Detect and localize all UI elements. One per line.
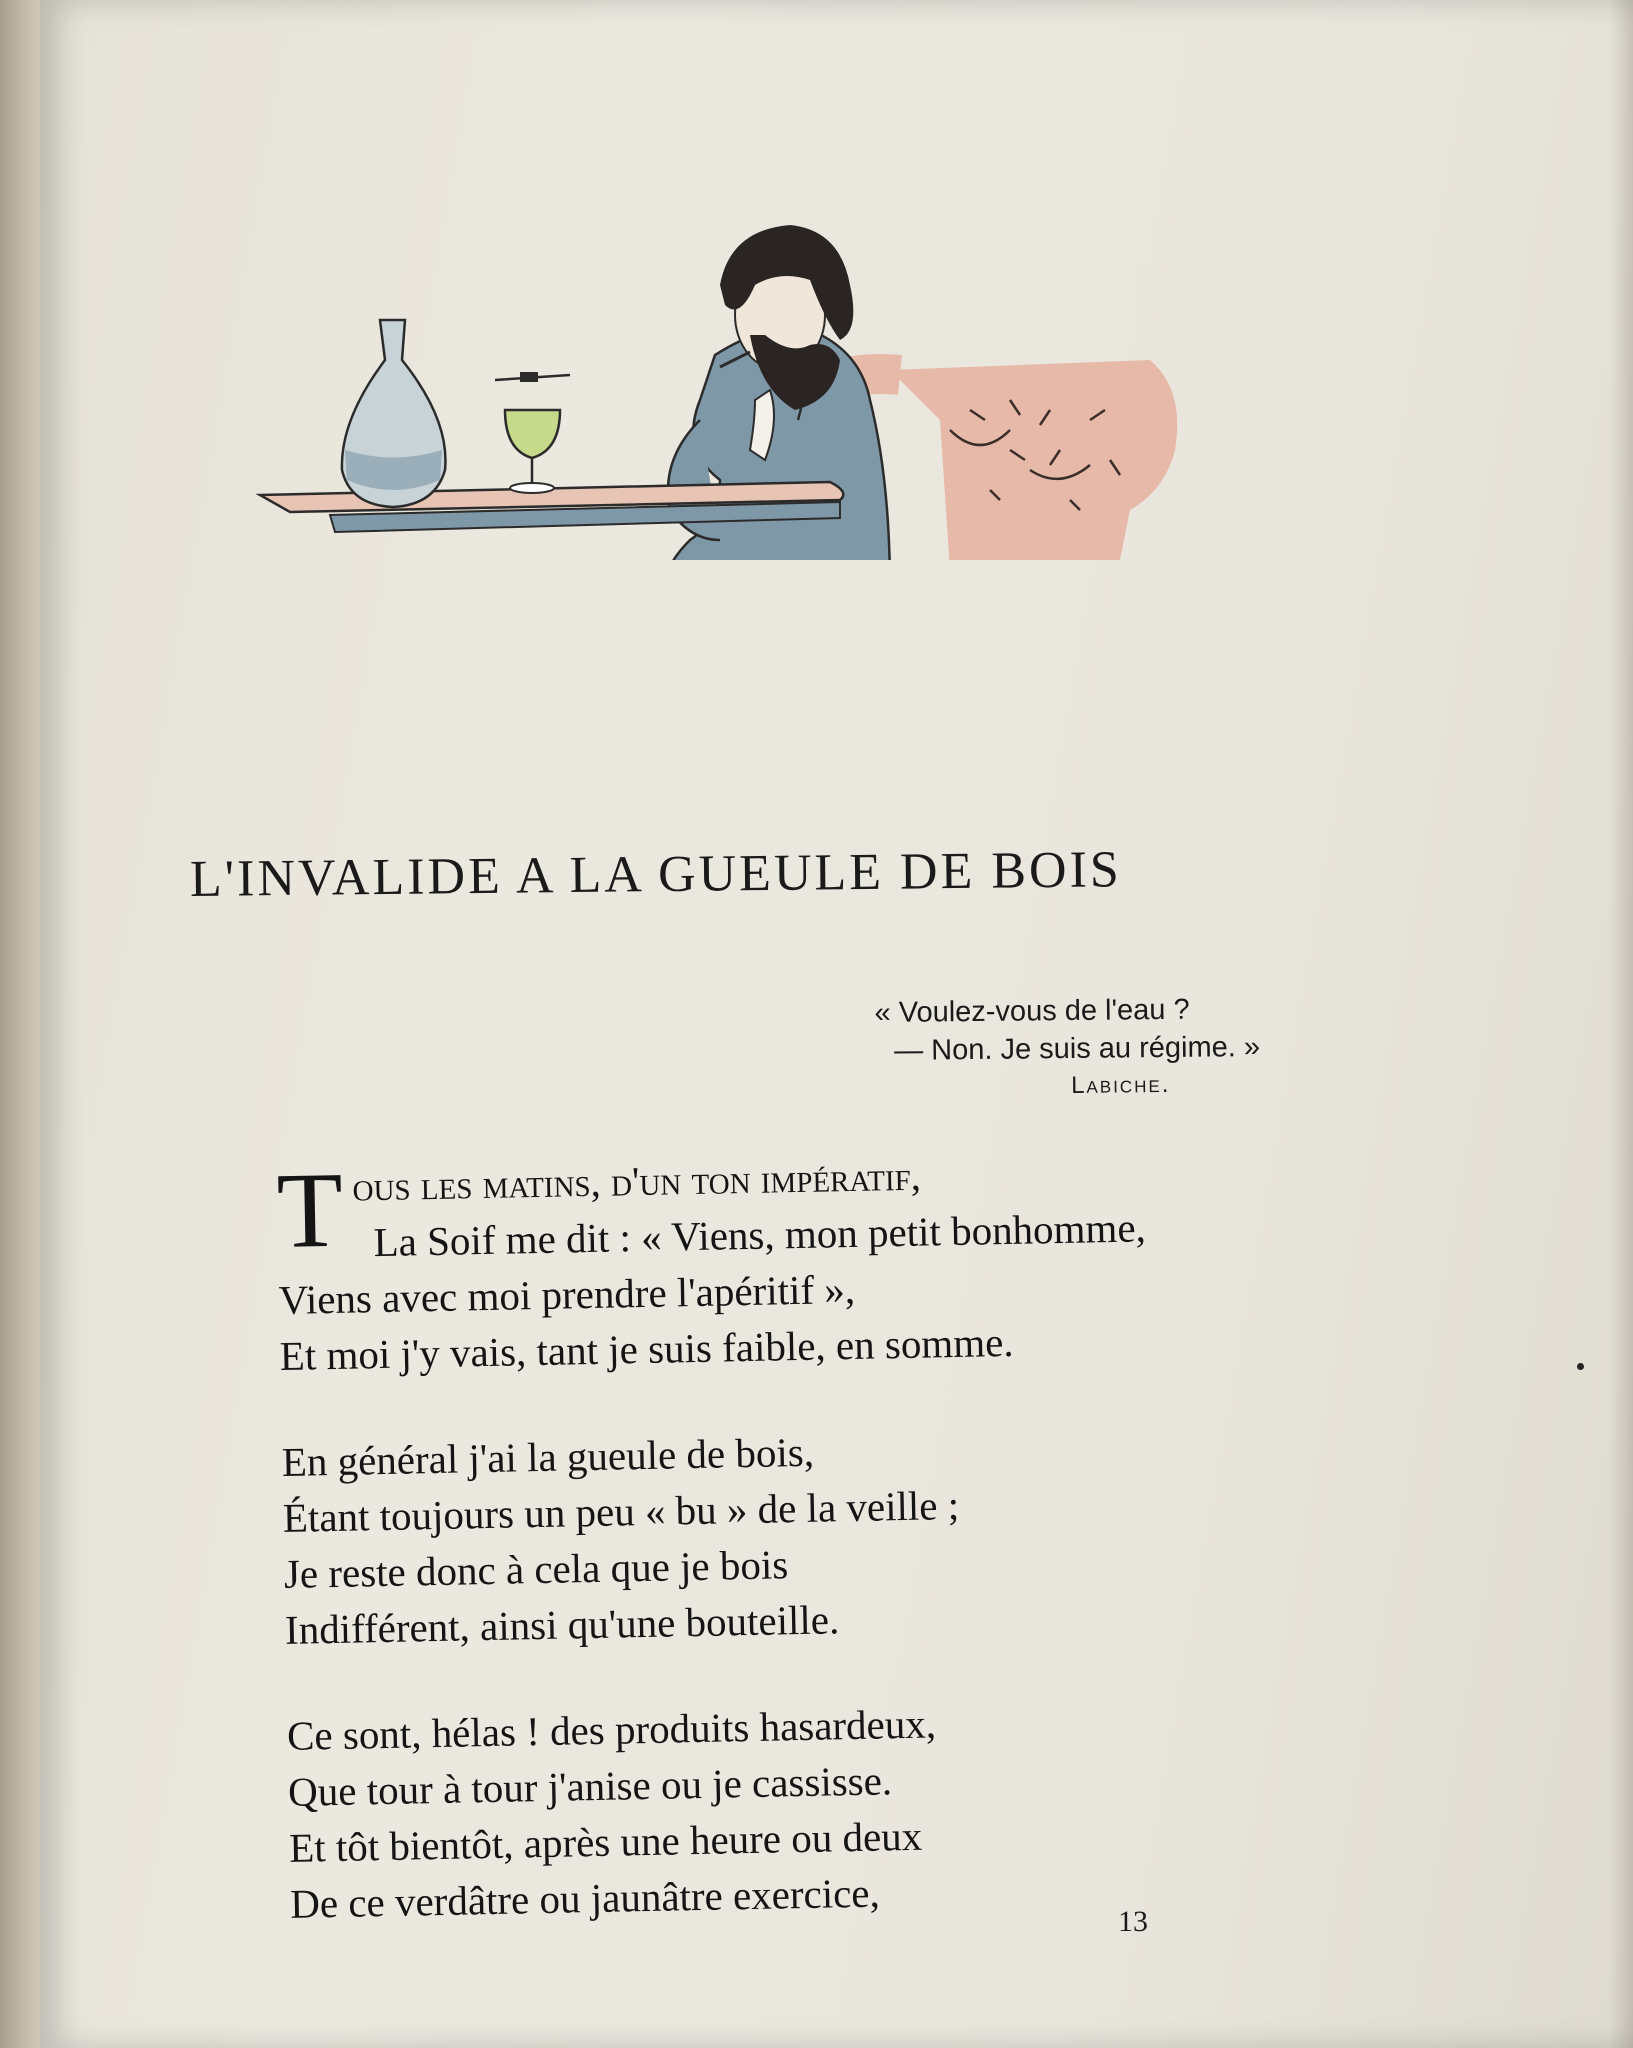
epigraph [639, 990, 1260, 1104]
first-line-text: ous les matins, d'un ton impératif, [352, 1152, 922, 1210]
verse-line: Je reste donc à cela que je bois [283, 1541, 789, 1597]
verse-line: Étant toujours un peu « bu » de la veille ; [282, 1481, 960, 1541]
verse-line: Ce sont, hélas ! des produits hasardeux, [286, 1700, 937, 1759]
stanza-2 [281, 1414, 1335, 1658]
book-page [40, 0, 1633, 2048]
cafe-drinker-illustration [250, 120, 1200, 560]
verse-line: Viens avec moi prendre l'apéritif », [278, 1265, 856, 1323]
epigraph-author: Labiche. [1070, 1070, 1171, 1099]
stanza-1 [276, 1140, 1330, 1384]
poem-title: L'INVALIDE A LA GUEULE DE BOIS [189, 841, 1123, 908]
poem-body [276, 1140, 1342, 1982]
verse-line: En général j'ai la gueule de bois, [281, 1428, 815, 1485]
ink-speck [1577, 1363, 1584, 1370]
verse-line: Que tour à tour j'anise ou je cassisse. [287, 1757, 893, 1815]
epigraph-line-2: — Non. Je suis au régime. » [893, 1031, 1261, 1067]
verse-line: Et tôt bientôt, après une heure ou deux [288, 1812, 923, 1871]
verse-line: De ce verdâtre ou jaunâtre exercice, [289, 1869, 881, 1927]
drop-cap: T [275, 1150, 345, 1271]
page-number: 13 [1118, 1905, 1148, 1938]
verse-line: La Soif me dit : « Viens, mon petit bonhomme, [373, 1204, 1147, 1266]
stanza-3 [287, 1688, 1341, 1932]
epigraph-line-1: « Voulez-vous de l'eau ? [874, 993, 1190, 1030]
verse-line: Et moi j'y vais, tant je suis faible, en somme. [279, 1318, 1014, 1379]
absinthe-glass [495, 372, 570, 493]
banquette [890, 360, 1177, 560]
page-edge-shadow [1609, 0, 1633, 2048]
verse-line: Indifférent, ainsi qu'une bouteille. [284, 1596, 840, 1653]
